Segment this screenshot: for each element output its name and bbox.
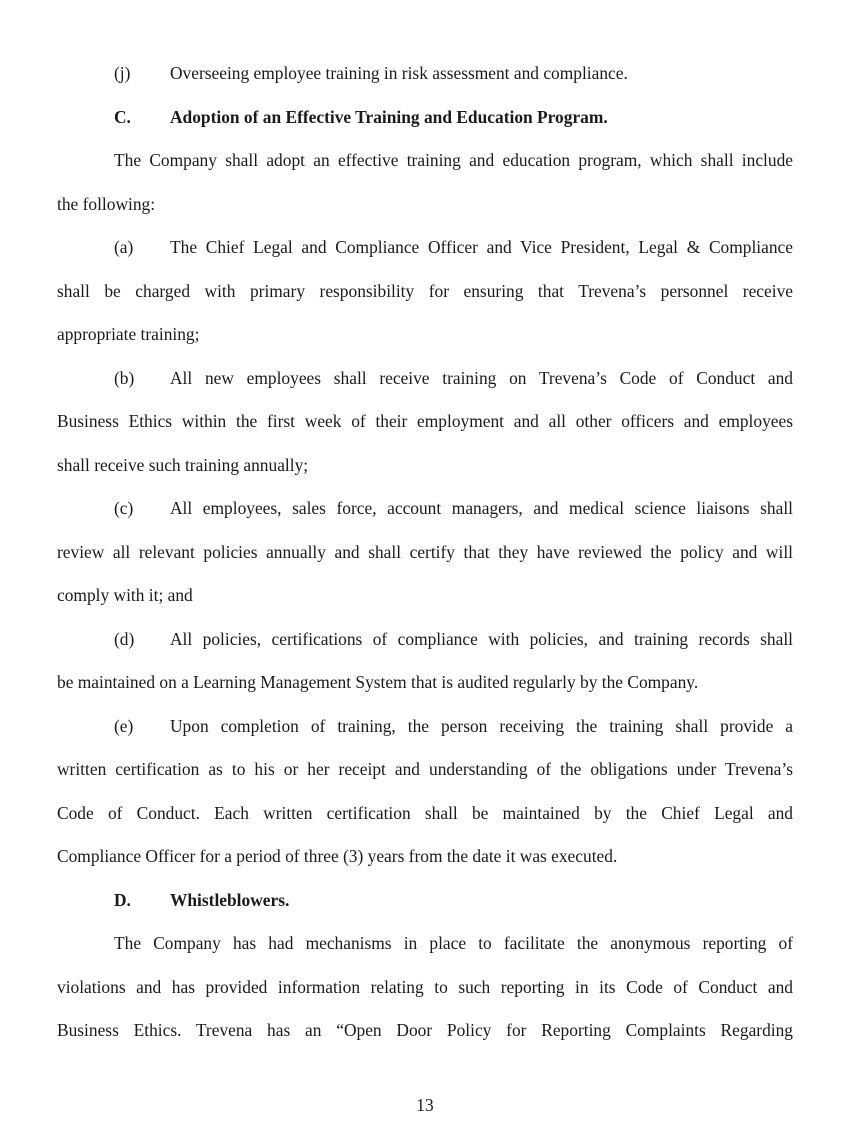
line-text: Whistleblowers. [170, 889, 290, 910]
item-label: (a) [114, 237, 134, 257]
text-line [57, 1009, 793, 1053]
line-text: comply with it; and [57, 585, 193, 605]
text-line [57, 183, 793, 227]
line-text: All policies, certifications of compliance with policies, and training records shall [170, 628, 793, 649]
line-text: All employees, sales force, account managers, and medical science liaisons shall [170, 498, 793, 518]
line-text: be maintained on a Learning Management System that is audited regularly by the Company. [57, 672, 699, 692]
line-text: The Company has had mechanisms in place to facilitate the anonymous reporting of [114, 933, 793, 953]
text-line [57, 966, 793, 1010]
item-label: D. [114, 889, 131, 910]
section-heading [57, 879, 793, 923]
text-line [57, 792, 793, 836]
text-line [57, 487, 793, 531]
line-text: written certification as to his or her receipt and understanding of the obligations under Trevena’s [57, 759, 793, 779]
section-heading [57, 96, 793, 140]
line-text: Compliance Officer for a period of three (3) years from the date it was executed. [57, 846, 618, 866]
item-label: C. [114, 106, 131, 127]
text-line [57, 313, 793, 357]
line-text: appropriate training; [57, 324, 200, 344]
text-line [57, 574, 793, 618]
line-text: Adoption of an Effective Training and Education Program. [170, 106, 608, 127]
item-label: (c) [114, 498, 134, 518]
line-text: Upon completion of training, the person receiving the training shall provide a [170, 715, 793, 736]
text-line [57, 835, 793, 879]
item-label: (b) [114, 367, 135, 388]
text-line [57, 618, 793, 662]
page-number: 13 [416, 1095, 434, 1115]
text-line [57, 705, 793, 749]
document-body [57, 52, 793, 1053]
text-line [57, 748, 793, 792]
line-text: shall be charged with primary responsibility for ensuring that Trevena’s personnel receive [57, 280, 793, 301]
text-line [57, 661, 793, 705]
text-line [57, 444, 793, 488]
text-line [57, 270, 793, 314]
item-label: (j) [114, 63, 131, 83]
text-line [57, 139, 793, 183]
line-text: Business Ethics within the first week of their employment and all other officers and employees [57, 411, 793, 431]
text-line [57, 922, 793, 966]
text-line [57, 226, 793, 270]
line-text: The Company shall adopt an effective training and education program, which shall include [114, 150, 793, 170]
text-line [57, 400, 793, 444]
item-label: (e) [114, 715, 134, 736]
line-text: the following: [57, 193, 156, 214]
text-line [57, 357, 793, 401]
line-text: review all relevant policies annually and shall certify that they have reviewed the policy and will [57, 541, 793, 562]
line-text: The Chief Legal and Compliance Officer and Vice President, Legal & Compliance [170, 237, 793, 257]
line-text: All new employees shall receive training on Trevena’s Code of Conduct and [170, 367, 793, 388]
line-text: Overseeing employee training in risk assessment and compliance. [170, 63, 628, 83]
item-label: (d) [114, 628, 135, 649]
text-line [57, 531, 793, 575]
text-line [57, 52, 793, 96]
line-text: shall receive such training annually; [57, 454, 309, 475]
line-text: Business Ethics. Trevena has an “Open Door Policy for Reporting Complaints Regarding [57, 1020, 793, 1040]
line-text: violations and has provided information relating to such reporting in its Code of Conduct and [57, 976, 793, 997]
line-text: Code of Conduct. Each written certification shall be maintained by the Chief Legal and [57, 802, 793, 823]
